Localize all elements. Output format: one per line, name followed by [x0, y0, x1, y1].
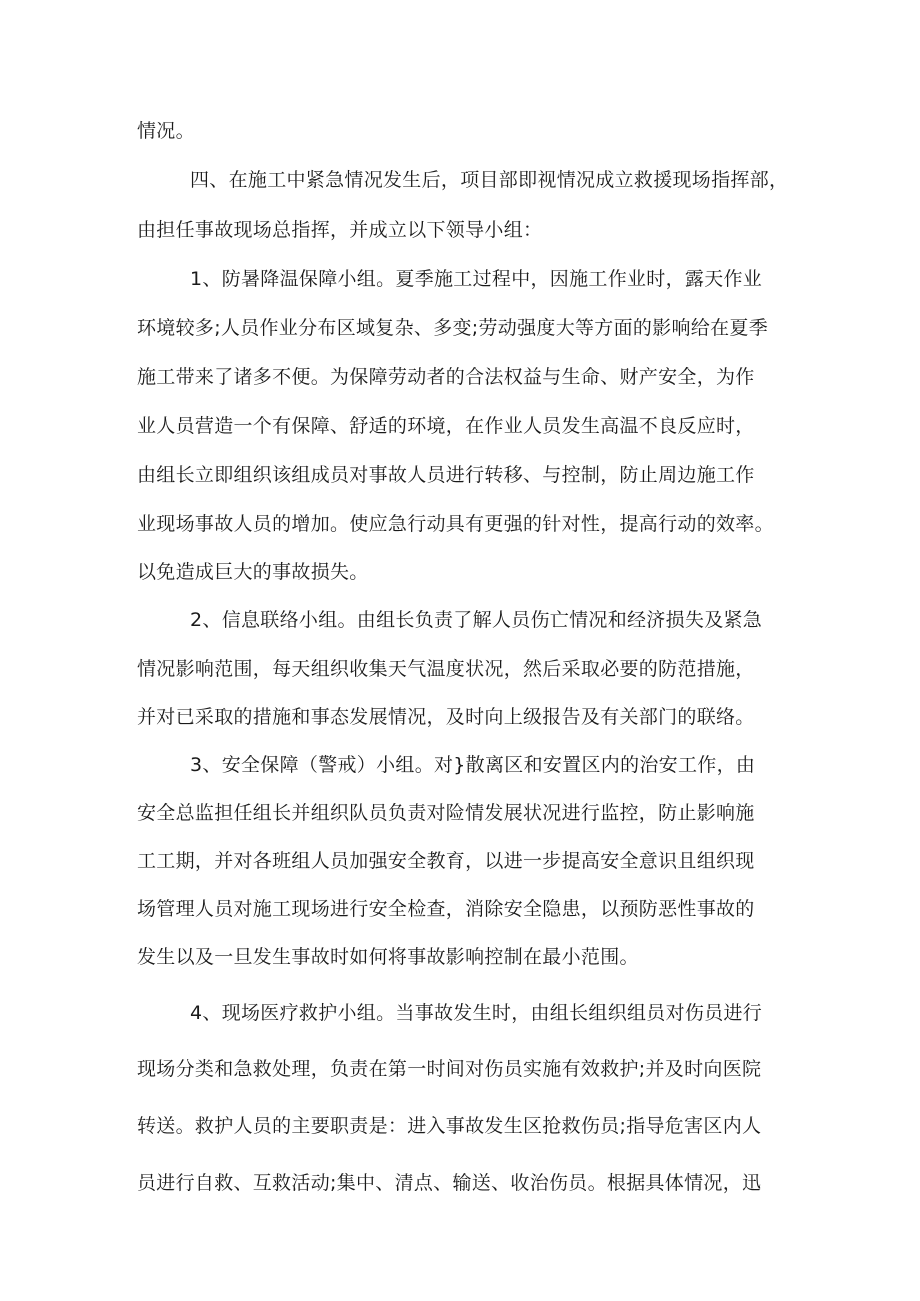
text-line: 员进行自救、互救活动;集中、清点、输送、收治伤员。根据具体情况，迅 [137, 1172, 762, 1194]
text-line: 情况影响范围，每天组织收集天气温度状况，然后采取必要的防范措施， [137, 658, 755, 680]
text-line: 施工带来了诸多不便。为保障劳动者的合法权益与生命、财产安全，为作 [137, 366, 755, 388]
text-line: 由担任事故现场总指挥，并成立以下领导小组： [137, 219, 543, 241]
text-line: 业人员营造一个有保障、舒适的环境，在作业人员发生高温不良反应时， [137, 415, 755, 437]
text-line: 现场分类和急救处理，负责在第一时间对伤员实施有效救护;并及时向医院 [137, 1058, 762, 1080]
text-line: 3、安全保障（警戒）小组。对}散离区和安置区内的治安工作，由 [190, 754, 756, 776]
text-line: 并对已采取的措施和事态发展情况，及时向上级报告及有关部门的联络。 [137, 706, 755, 728]
text-line: 环境较多;人员作业分布区域复杂、多变;劳动强度大等方面的影响给在夏季 [137, 317, 769, 339]
text-line: 4、现场医疗救护小组。当事故发生时，由组长组织组员对伤员进行 [190, 1002, 763, 1024]
text-line: 四、在施工中紧急情况发生后，项目部即视情况成立救援现场指挥部， [190, 169, 789, 191]
text-line: 1、防暑降温保障小组。夏季施工过程中，因施工作业时，露天作业 [190, 268, 763, 290]
text-line: 转送。救护人员的主要职责是：进入事故发生区抢救伤员;指导危害区内人 [137, 1115, 762, 1137]
text-line: 由组长立即组织该组成员对事故人员进行转移、与控制，防止周边施工作 [137, 464, 755, 486]
text-line: 发生以及一旦发生事故时如何将事故影响控制在最小范围。 [137, 946, 639, 968]
text-line: 情况。 [137, 120, 195, 142]
text-line: 工工期，并对各班组人员加强安全教育，以进一步提高安全意识且组织现 [137, 850, 755, 872]
text-line: 业现场事故人员的增加。使应急行动具有更强的针对性，提高行动的效率。 [137, 513, 774, 535]
text-line: 以免造成巨大的事故损失。 [137, 561, 369, 583]
text-line: 安全总监担任组长并组织队员负责对险情发展状况进行监控，防止影响施 [137, 802, 755, 824]
text-line: 场管理人员对施工现场进行安全检查，消除安全隐患，以预防恶性事故的 [137, 898, 755, 920]
text-line: 2、信息联络小组。由组长负责了解人员伤亡情况和经济损失及紧急 [190, 609, 763, 631]
